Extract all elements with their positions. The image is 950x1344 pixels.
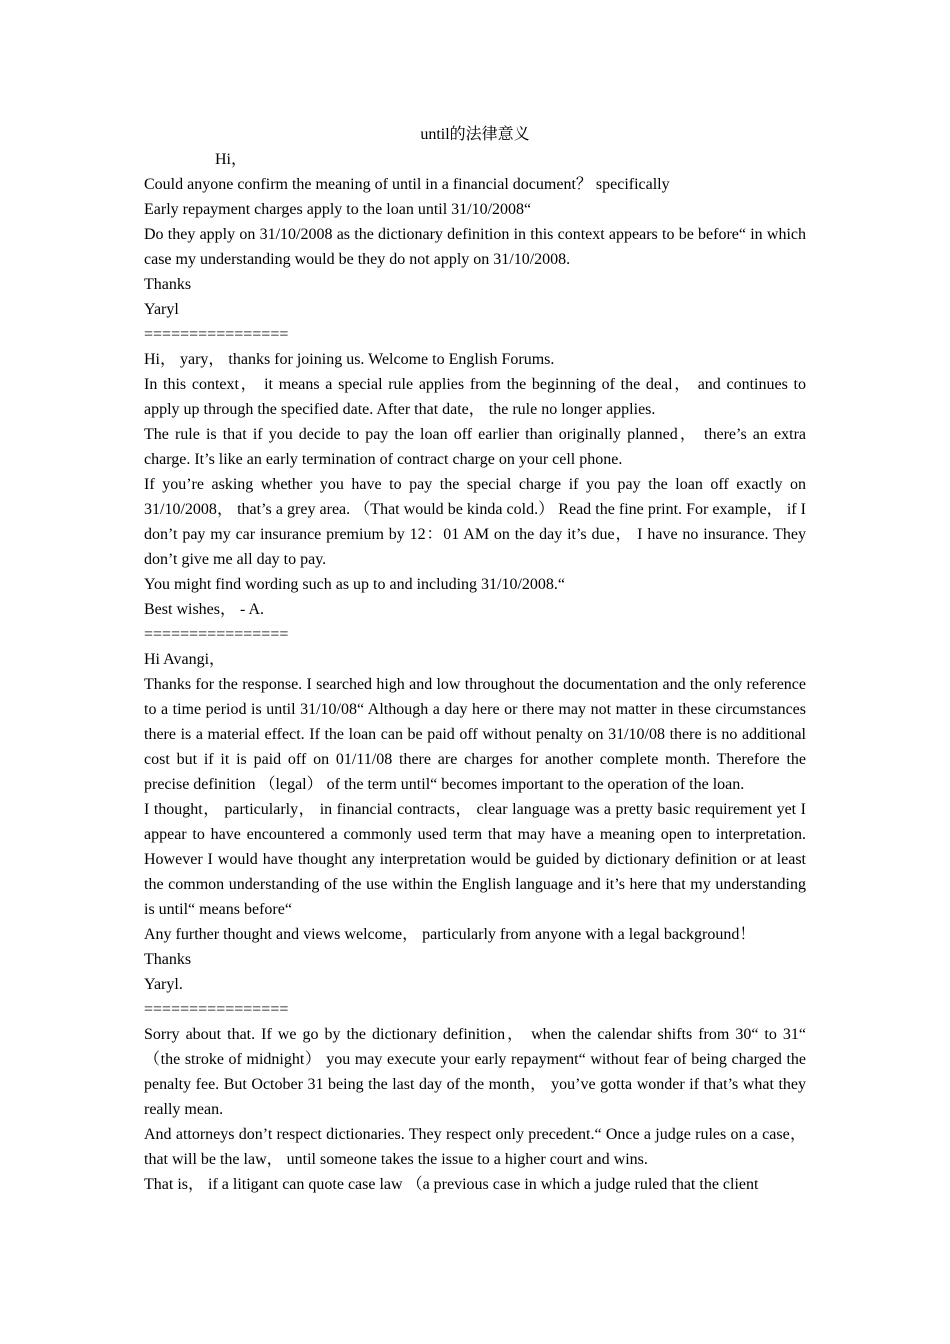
paragraph: Hi， yary， thanks for joining us. Welcome to English Forums. — [144, 351, 555, 368]
paragraph: Sorry about that. If we go by the dictionary definition， when the calendar shifts from 30“ to 31“ （the stroke of midnight） you may execute your early repayment“ without fear of being charged the penalty fee. But October 31 being the last day of the month， you’ve gotta wonder if that’s what they really mean. — [144, 1026, 806, 1118]
separator-line: ================ — [144, 626, 289, 643]
paragraph: Thanks — [144, 951, 192, 968]
paragraph: Early repayment charges apply to the loan until 31/10/2008“ — [144, 201, 532, 218]
paragraph: Thanks for the response. I searched high and low throughout the documentation and the only reference to a time period is until 31/10/08“ Although a day here or there may not matter in these circumstances there is a material effect. If the loan can be paid off without penalty on 31/10/08 there is no additional cost but if it is paid off on 01/11/08 there are charges for another complete month. Therefore the precise definition （legal） of the term until“ becomes important to the operation of the loan. — [144, 676, 806, 793]
paragraph: Yaryl — [144, 301, 179, 318]
document-body — [144, 147, 806, 1197]
greeting-line: Hi， — [215, 151, 248, 168]
paragraph: Yaryl. — [144, 976, 183, 993]
paragraph: Hi Avangi， — [144, 651, 226, 668]
paragraph: That is， if a litigant can quote case law （a previous case in which a judge ruled that the client — [144, 1176, 759, 1193]
paragraph: If you’re asking whether you have to pay the special charge if you pay the loan off exactly on 31/10/2008， that’s a grey area. （That would be kinda cold.） Read the fine print. For example， if I don’t pay my car insurance premium by 12：01 AM on the day it’s due， I have no insurance. They don’t give me all day to pay. — [144, 476, 806, 568]
paragraph: And attorneys don’t respect dictionaries. They respect only precedent.“ Once a judge rules on a case， that will be the law， until someone takes the issue to a higher court and wins. — [144, 1126, 806, 1168]
paragraph: You might find wording such as up to and including 31/10/2008.“ — [144, 576, 566, 593]
paragraph: Any further thought and views welcome， particularly from anyone with a legal background！ — [144, 926, 756, 943]
paragraph: Do they apply on 31/10/2008 as the dictionary definition in this context appears to be before“ in which case my understanding would be they do not apply on 31/10/2008. — [144, 226, 806, 268]
separator-line: ================ — [144, 1001, 289, 1018]
document-page — [144, 122, 806, 1197]
paragraph: Thanks — [144, 276, 192, 293]
separator-line: ================ — [144, 326, 289, 343]
paragraph: In this context， it means a special rule applies from the beginning of the deal， and continues to apply up through the specified date. After that date， the rule no longer applies. — [144, 376, 806, 418]
document-title: until的法律意义 — [420, 126, 530, 143]
paragraph: I thought， particularly， in financial contracts， clear language was a pretty basic requirement yet I appear to have encountered a commonly used term that may have a meaning open to interpretation. However I would have thought any interpretation would be guided by dictionary definition or at least the common understanding of the use within the English language and it’s here that my understanding is until“ means before“ — [144, 801, 806, 918]
paragraph: The rule is that if you decide to pay the loan off earlier than originally planned， there’s an extra charge. It’s like an early termination of contract charge on your cell phone. — [144, 426, 806, 468]
paragraph: Best wishes， - A. — [144, 601, 265, 618]
paragraph: Could anyone confirm the meaning of until in a financial document？ specifically — [144, 176, 670, 193]
